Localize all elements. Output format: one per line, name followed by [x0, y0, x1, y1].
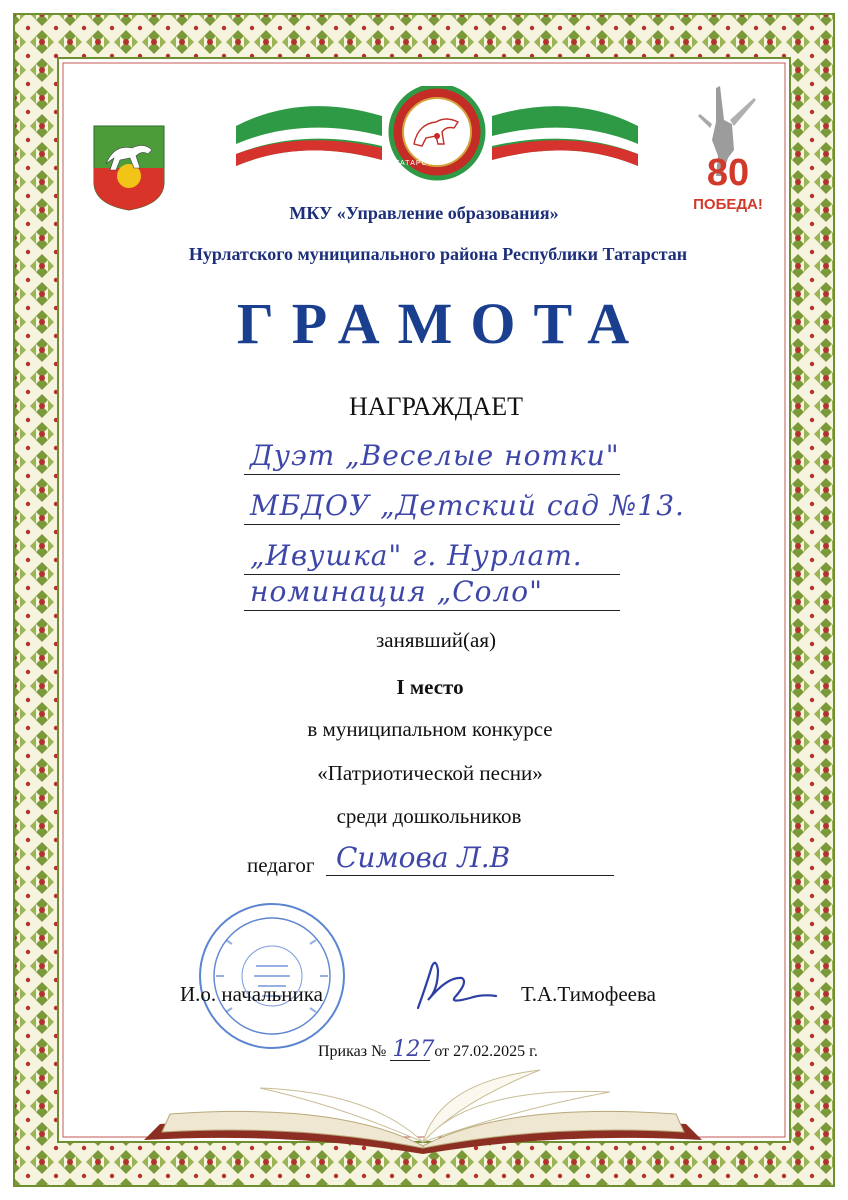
recipient-line	[244, 538, 620, 575]
recipient-handwriting: номинация „Соло"	[250, 575, 544, 608]
awards-heading: НАГРАЖДАЕТ	[348, 392, 524, 421]
recipient-line	[244, 574, 620, 611]
tatarstan-emblem-text: ТАТАРСТАН	[395, 160, 445, 167]
contest-line-1: в муниципальном конкурсе	[307, 717, 553, 741]
order-number: 127	[392, 1037, 435, 1062]
teacher-label: педагог	[247, 853, 315, 877]
teacher-handwriting: Симова Л.В	[336, 841, 511, 874]
order-prefix: Приказ №	[318, 1043, 387, 1060]
recipient-handwriting: МБДОУ „Детский сад №13.	[250, 489, 685, 522]
signer-name: Т.А.Тимофеева	[521, 982, 656, 1006]
recipient-handwriting: „Ивушка" г. Нурлат.	[250, 539, 583, 572]
victory-80-number: 80	[706, 152, 750, 194]
tatarstan-emblem-logo	[232, 86, 642, 182]
recipient-line	[244, 438, 620, 475]
teacher-line	[326, 841, 614, 876]
organization-district: Нурлатского муниципального района Республики Татарстан	[188, 244, 688, 264]
contest-line-2: «Патриотической песни»	[317, 761, 543, 785]
recipient-handwriting: Дуэт „Веселые нотки"	[250, 439, 620, 472]
recipient-line	[244, 488, 685, 525]
nurlat-coat-of-arms-logo	[92, 124, 166, 212]
place-text: I место	[396, 675, 464, 699]
order-number-field	[390, 1037, 435, 1062]
certificate-title: ГРАМОТА	[236, 291, 648, 356]
signature-handwriting	[408, 956, 500, 1014]
official-stamp	[196, 900, 348, 1052]
order-date: от 27.02.2025 г.	[434, 1043, 538, 1060]
signature-role: И.о. начальника	[180, 982, 323, 1006]
victory-word: ПОБЕДА!	[693, 196, 763, 213]
open-book-illustration	[140, 1062, 706, 1154]
organization-name: МКУ «Управление образования»	[289, 203, 559, 223]
contest-line-3: среди дошкольников	[336, 804, 522, 828]
order-line	[318, 1037, 538, 1062]
occupied-text: занявший(ая)	[375, 628, 497, 652]
